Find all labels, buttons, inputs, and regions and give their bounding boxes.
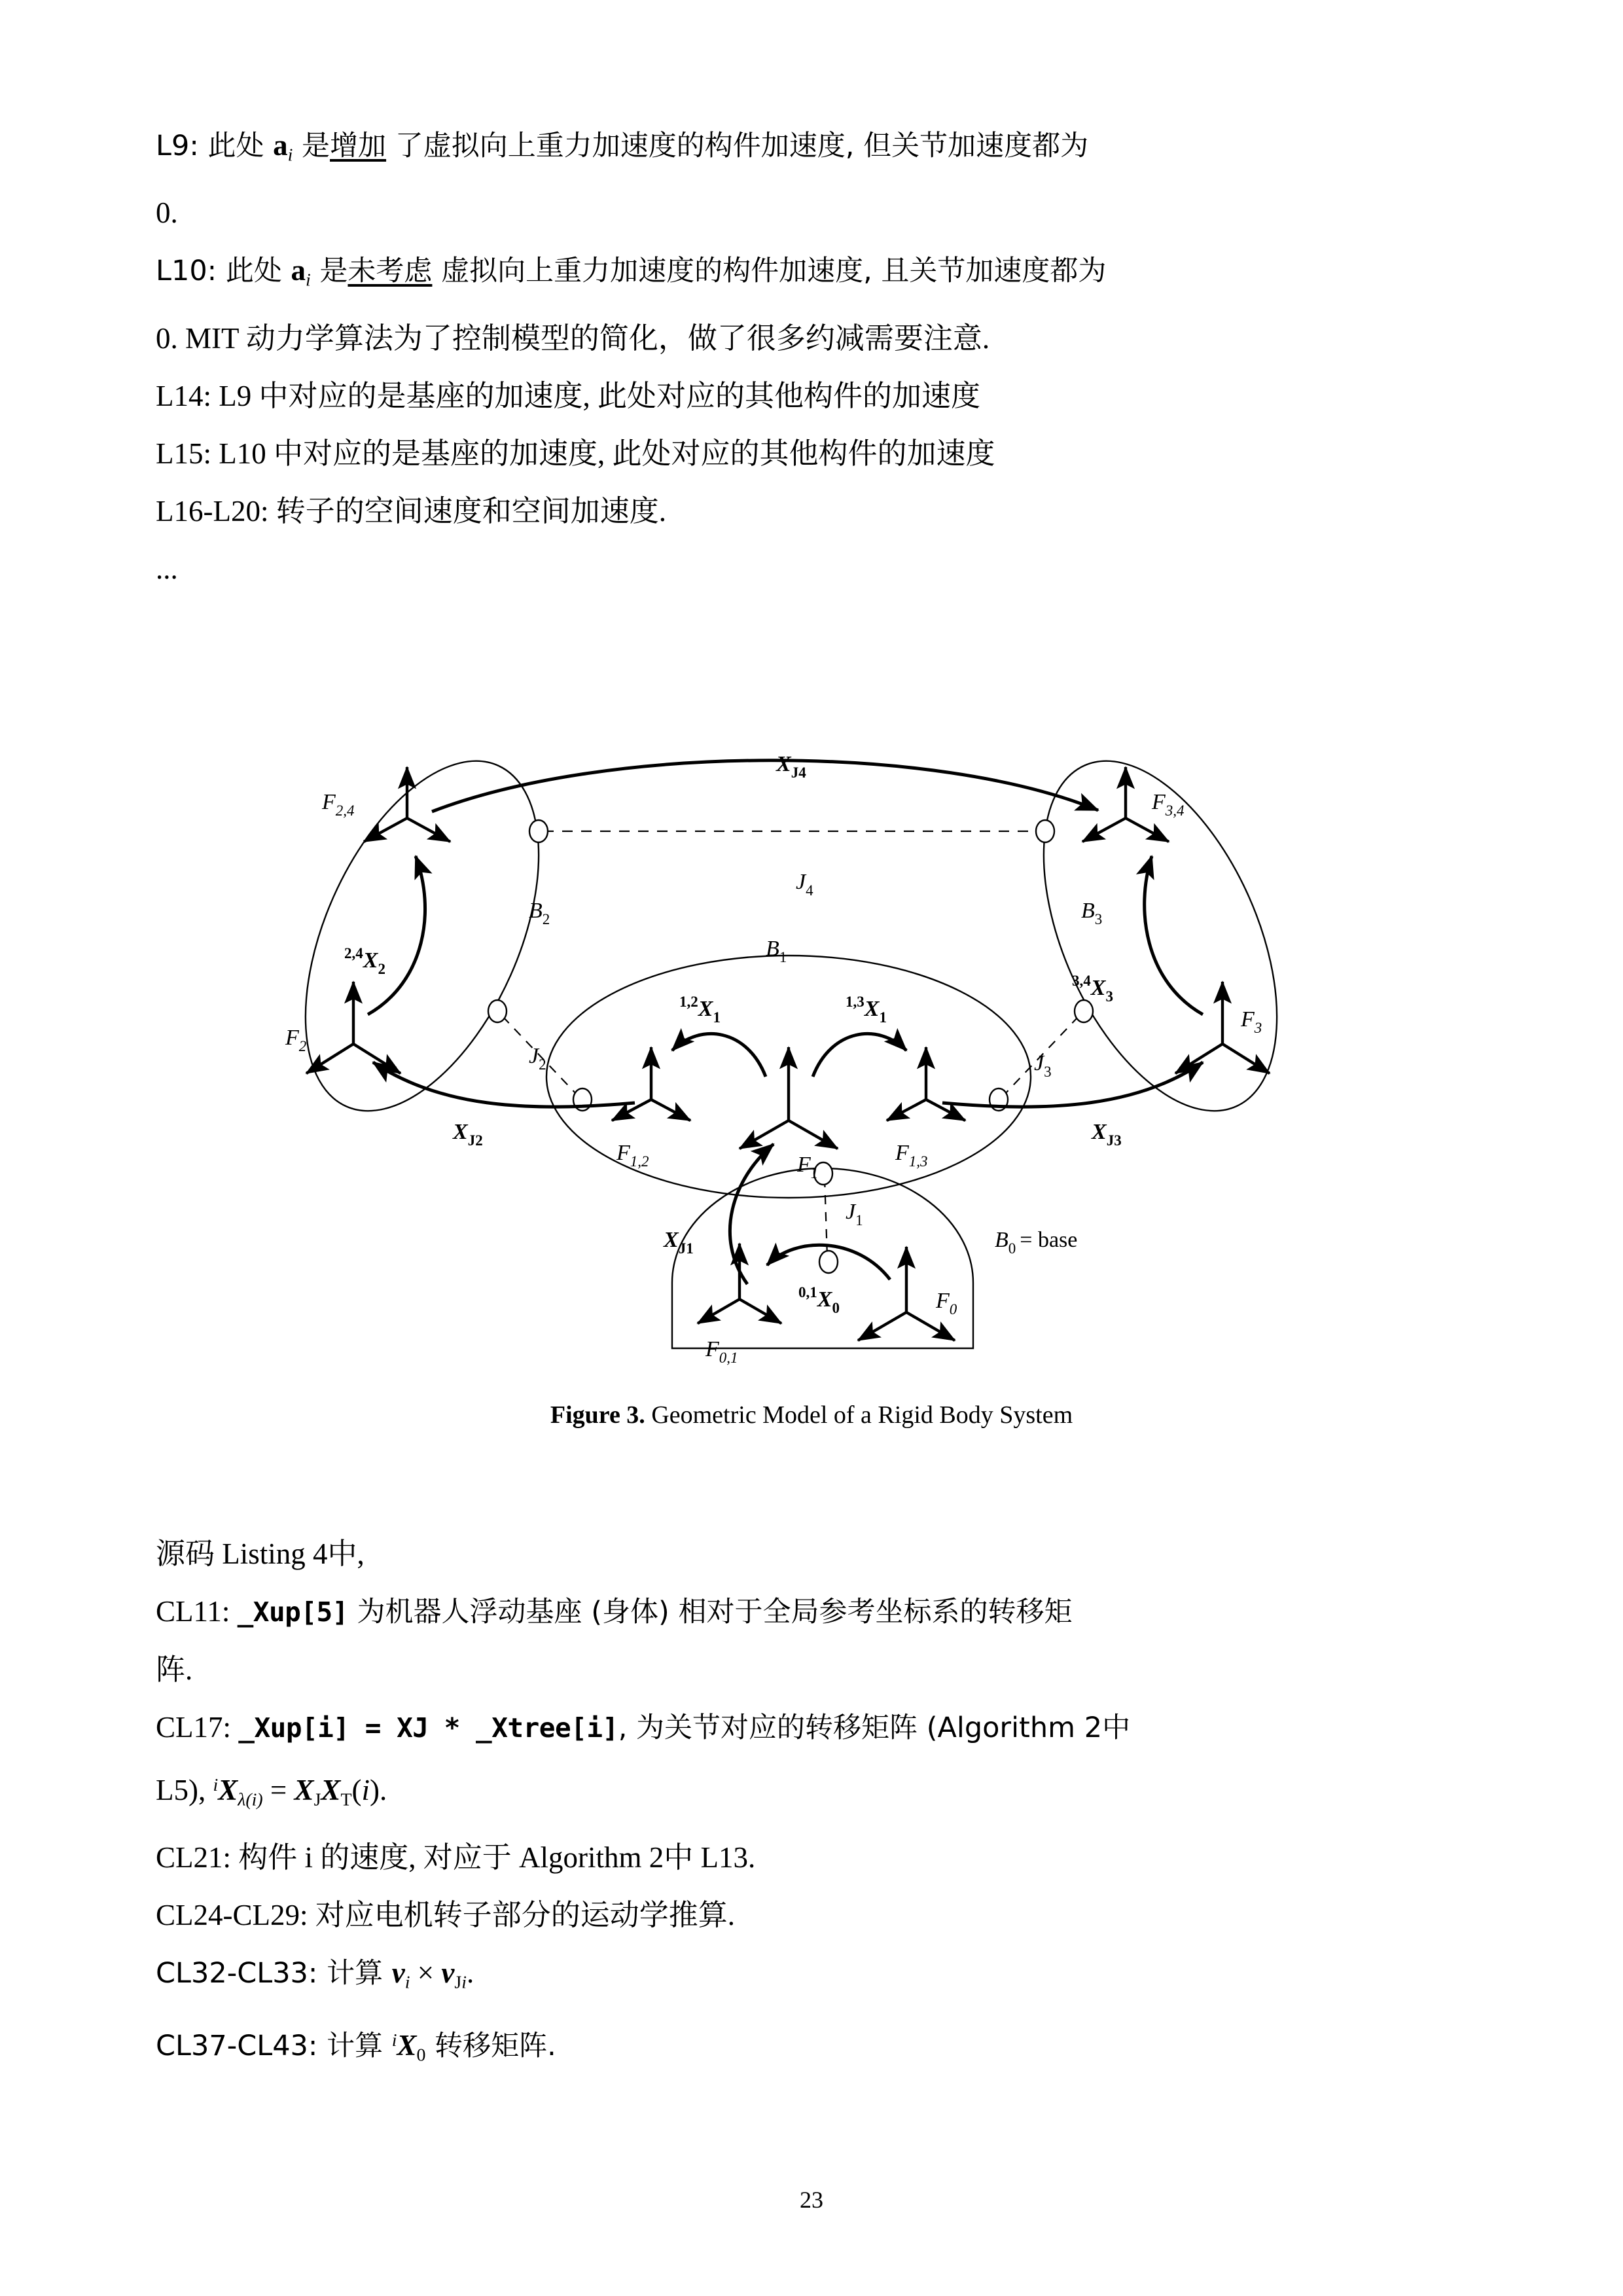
note-line-CL32-CL33 [156, 1944, 1467, 2011]
transform-arrow-X3_34 [1145, 856, 1203, 1014]
note-CL17-rest: , 为关节对应的转移矩阵 (Algorithm 2中 [618, 1712, 1131, 1744]
frame-F2 [306, 982, 401, 1073]
formula-cross: × [410, 1956, 442, 1990]
joint-circle-J1-lower [819, 1251, 838, 1273]
note-CL11-code: _Xup[5] [237, 1596, 348, 1628]
label-F2: $F_2$ [285, 1026, 307, 1054]
label-F2_4: $F_{2,4}$ [322, 790, 355, 819]
note-ellipsis: ... [156, 552, 178, 585]
formula-X-lambda-sub: λ(i) [238, 1789, 263, 1810]
note-L9-symbol-a: a [273, 129, 288, 162]
label-J1: $J_1$ [846, 1200, 863, 1229]
figure-geometric-model [281, 720, 1368, 1374]
note-L10-seg1: L10: 此处 [156, 255, 291, 288]
formula-X-lambda-sup: i [213, 1775, 219, 1795]
joint-circle-J3-upper [1075, 1000, 1093, 1022]
figure-caption [0, 1401, 1623, 1429]
label-X0_01: $^{0,1}X_0$ [798, 1284, 840, 1316]
label-F0_1: $F_{0,1}$ [705, 1337, 738, 1366]
note-L9-underlined: 增加 [330, 130, 387, 162]
joint-circle-J2-upper [488, 1000, 507, 1022]
label-X1_13: $^{1,3}X_1$ [846, 994, 887, 1026]
formula-X0-sup: i [391, 2030, 397, 2051]
note-CL32-label: CL32-CL33: 计算 [156, 1957, 392, 1990]
note-CL17-code: _Xup[i] = XJ * _Xtree[i] [238, 1712, 618, 1744]
frame-F0_1 [698, 1244, 781, 1323]
note-line-L14: L14: L9 中对应的是基座的加速度, 此处对应的其他构件的加速度 [156, 379, 980, 412]
note-line-CL11-cont: 阵. [156, 1653, 193, 1686]
label-F3: $F_3$ [1241, 1007, 1262, 1036]
formula-XJ-sub: J [313, 1789, 321, 1810]
frame-F1_3 [887, 1047, 965, 1121]
note-CL17-cont-end: . [380, 1773, 387, 1806]
note-line-L15: L15: L10 中对应的是基座的加速度, 此处对应的其他构件的加速度 [156, 437, 995, 470]
note-L9-seg1: L9: 此处 [156, 130, 274, 162]
note-line-L9 [156, 117, 1467, 184]
note-CL17-cont-label: L5), [156, 1773, 213, 1806]
formula-v-i-sub: i [404, 1972, 410, 1993]
formula-XT-base: X [321, 1773, 341, 1806]
label-F3_4: $F_{3,4}$ [1152, 790, 1185, 819]
label-F0: $F_0$ [936, 1289, 957, 1318]
note-L9-cont-text: 0. [156, 196, 178, 230]
source-listing-intro: 源码 Listing 4中, [156, 1537, 365, 1570]
label-B2: $B_2$ [529, 899, 550, 927]
note-line-CL24-CL29: CL24-CL29: 对应电机转子部分的运动学推算. [156, 1899, 735, 1932]
transform-arrow-X1_12 [672, 1033, 766, 1077]
coordinate-frames [306, 767, 1270, 1340]
formula-XT-sub: T [340, 1789, 352, 1810]
note-CL32-end: . [466, 1956, 474, 1990]
figure-labels [285, 752, 1262, 1366]
note-line-CL17-cont [156, 1757, 1467, 1829]
frame-F1_2 [612, 1047, 690, 1121]
label-B0: $B_0$ = base [995, 1228, 1078, 1257]
note-L9-symbol-a-sub: i [287, 145, 293, 166]
body-outline-B2 [281, 726, 586, 1145]
formula-XJ-base: X [294, 1773, 314, 1806]
figure-caption-label: Figure 3. [550, 1401, 645, 1429]
transform-arrow-X1_13 [813, 1033, 906, 1077]
joint-circle-J4-left [529, 820, 548, 842]
page-number: 23 [800, 2187, 823, 2213]
label-J3: $J_3$ [1034, 1051, 1052, 1080]
label-X1_12: $^{1,2}X_1$ [679, 994, 721, 1026]
formula-equals: = [262, 1773, 294, 1806]
note-CL37-end: 转移矩阵. [425, 2029, 556, 2062]
note-L9-seg3: 了虚拟向上重力加速度的构件加速度, 但关节加速度都为 [386, 130, 1089, 162]
notes-bottom-block [156, 1525, 1467, 2084]
label-F1_2: $F_{1,2}$ [616, 1141, 649, 1170]
formula-v-Ji-base: v [441, 1956, 455, 1990]
joint-connectors [503, 831, 1079, 1257]
note-line-L10-cont: 0. MIT 动力学算法为了控制模型的简化，做了很多约减需要注意. [156, 321, 990, 355]
label-XJ4: $X_{J4}$ [776, 752, 806, 781]
transform-arrow-XJ4 [432, 761, 1098, 812]
label-B1: $B_1$ [766, 937, 787, 965]
label-XJ1: $X_{J1}$ [664, 1228, 694, 1257]
label-X3_34: $^{3,4}X_3$ [1072, 973, 1113, 1005]
label-XJ2: $X_{J2}$ [453, 1120, 483, 1149]
note-L10-seg2: 是 [310, 255, 348, 288]
note-L10-seg3: 虚拟向上重力加速度的构件加速度, 且关节加速度都为 [432, 255, 1107, 288]
note-CL11-label: CL11: [156, 1595, 238, 1628]
formula-X0-base: X [397, 2028, 417, 2062]
note-line-CL21: CL21: 构件 i 的速度, 对应于 Algorithm 2中 L13. [156, 1841, 756, 1874]
label-J4: $J_4$ [796, 870, 813, 899]
figure-caption-text: Geometric Model of a Rigid Body System [651, 1401, 1073, 1429]
label-J2: $J_2$ [529, 1044, 546, 1073]
note-line-CL37-CL43 [156, 2012, 1467, 2084]
label-B3: $B_3$ [1081, 899, 1103, 927]
note-L10-underlined: 未考虑 [348, 255, 433, 288]
notes-top-block [156, 117, 1467, 598]
label-XJ3: $X_{J3}$ [1092, 1120, 1122, 1149]
formula-v-i-base: v [391, 1956, 405, 1990]
note-line-L16-L20: L16-L20: 转子的空间速度和空间加速度. [156, 494, 666, 528]
note-CL17-label: CL17: [156, 1711, 239, 1744]
transform-arrow-XJ2 [373, 1062, 635, 1107]
label-F1_3: $F_{1,3}$ [895, 1141, 928, 1170]
formula-X0-sub: 0 [416, 2044, 426, 2065]
note-line-CL11 [156, 1583, 1467, 1641]
label-F1: $F_1$ [797, 1153, 819, 1181]
body-outlines [281, 726, 1325, 1348]
note-L9-seg2: 是 [293, 130, 330, 162]
frame-F1 [740, 1047, 838, 1149]
transform-arrow-X2_24 [368, 856, 425, 1014]
formula-v-Ji-sub: Ji [454, 1972, 467, 1993]
note-CL11-rest: 为机器人浮动基座 (身体) 相对于全局参考坐标系的转移矩 [348, 1596, 1073, 1628]
note-CL37-label: CL37-CL43: 计算 [156, 2029, 392, 2062]
joint-circles [488, 820, 1093, 1273]
note-line-CL17 [156, 1698, 1467, 1757]
label-X2_24: $^{2,4}X_2$ [344, 945, 385, 977]
note-L10-symbol-a-sub: i [306, 270, 311, 291]
body-outline-B3 [996, 726, 1325, 1145]
transform-arrow-XJ3 [942, 1062, 1203, 1107]
note-L10-symbol-a: a [291, 254, 306, 287]
note-line-L10 [156, 242, 1467, 309]
note-line-L9-cont [156, 184, 1467, 242]
joint-circle-J4-right [1036, 820, 1054, 842]
transform-arrows [368, 761, 1203, 1284]
formula-X-lambda-base: X [218, 1773, 238, 1806]
frame-F2_4 [364, 767, 450, 842]
formula-XT-arg: (i) [351, 1773, 380, 1806]
